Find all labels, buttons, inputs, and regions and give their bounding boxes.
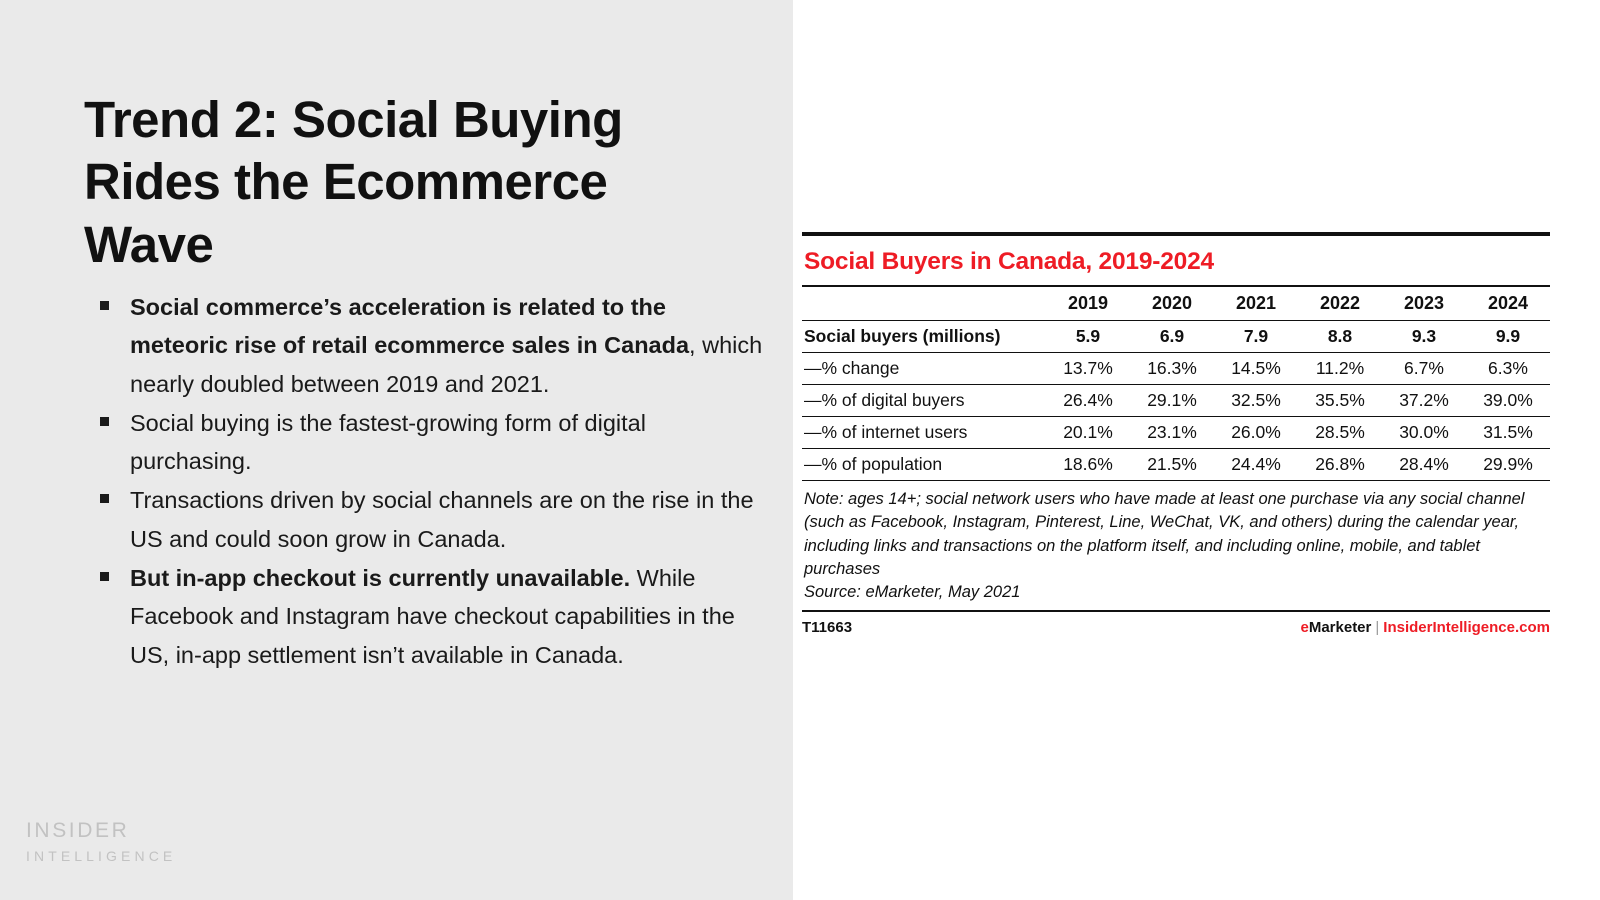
bullet-marker-icon bbox=[100, 572, 109, 581]
cell: 8.8 bbox=[1298, 321, 1382, 353]
cell: 39.0% bbox=[1466, 385, 1550, 417]
bullet-list bbox=[96, 288, 768, 675]
bullet-marker-icon bbox=[100, 494, 109, 503]
cell: 37.2% bbox=[1382, 385, 1466, 417]
table-header bbox=[802, 286, 1550, 321]
table-header-row bbox=[802, 286, 1550, 321]
brand-marketer: Marketer bbox=[1308, 618, 1372, 636]
insider-intelligence-logo bbox=[26, 819, 176, 864]
list-item bbox=[96, 559, 768, 674]
bullet-marker-icon bbox=[100, 417, 109, 426]
cell: 29.9% bbox=[1466, 449, 1550, 481]
data-table-card bbox=[802, 232, 1550, 636]
cell: 28.5% bbox=[1298, 417, 1382, 449]
cell: 24.4% bbox=[1214, 449, 1298, 481]
cell: 5.9 bbox=[1046, 321, 1130, 353]
logo-line-1: INSIDER bbox=[26, 819, 130, 842]
chart-note: Note: ages 14+; social network users who have made at least one purchase via any social channel (such as Facebook, Instagram, Pinterest, Line, WeChat, VK, and others) during the calendar year, including links and transactions on the platform itself, and including online, mobile, and tablet purchases bbox=[804, 490, 1525, 579]
column-header-label bbox=[802, 286, 1046, 321]
column-header-2022: 2022 bbox=[1298, 286, 1382, 321]
table-row bbox=[802, 449, 1550, 481]
chart-source: Source: eMarketer, May 2021 bbox=[804, 582, 1021, 601]
logo-line-2: INTELLIGENCE bbox=[26, 848, 177, 864]
list-item bbox=[96, 404, 768, 481]
right-chart-panel bbox=[793, 0, 1600, 900]
cell: 13.7% bbox=[1046, 353, 1130, 385]
row-label: —% change bbox=[802, 353, 1046, 385]
brand-divider: | bbox=[1375, 618, 1380, 636]
brand-e: e bbox=[1300, 618, 1309, 636]
list-item-bold-text: But in-app checkout is currently unavailable. bbox=[130, 565, 631, 592]
bullet-marker-icon bbox=[100, 301, 109, 310]
page-title: Trend 2: Social Buying Rides the Ecommerce Wave bbox=[84, 91, 623, 273]
list-item-text: , which nearly doubled between 2019 and 2021. bbox=[130, 332, 763, 397]
table-row bbox=[802, 417, 1550, 449]
cell: 7.9 bbox=[1214, 321, 1298, 353]
cell: 35.5% bbox=[1298, 385, 1382, 417]
column-header-2020: 2020 bbox=[1130, 286, 1214, 321]
table-body bbox=[802, 321, 1550, 481]
cell: 9.3 bbox=[1382, 321, 1466, 353]
emarketer-brand bbox=[1300, 619, 1550, 636]
cell: 29.1% bbox=[1130, 385, 1214, 417]
cell: 26.0% bbox=[1214, 417, 1298, 449]
cell: 21.5% bbox=[1130, 449, 1214, 481]
cell: 26.8% bbox=[1298, 449, 1382, 481]
cell: 20.1% bbox=[1046, 417, 1130, 449]
left-content-panel bbox=[0, 0, 793, 900]
column-header-2024: 2024 bbox=[1466, 286, 1550, 321]
table-row bbox=[802, 321, 1550, 353]
cell: 26.4% bbox=[1046, 385, 1130, 417]
table-row bbox=[802, 353, 1550, 385]
row-label: —% of digital buyers bbox=[802, 385, 1046, 417]
cell: 16.3% bbox=[1130, 353, 1214, 385]
cell: 14.5% bbox=[1214, 353, 1298, 385]
chart-title: Social Buyers in Canada, 2019-2024 bbox=[804, 248, 1214, 275]
cell: 6.7% bbox=[1382, 353, 1466, 385]
row-label: —% of internet users bbox=[802, 417, 1046, 449]
list-item-text: Social buying is the fastest-growing form of digital purchasing. bbox=[130, 409, 646, 475]
cell: 6.9 bbox=[1130, 321, 1214, 353]
list-item bbox=[96, 288, 768, 403]
column-header-2021: 2021 bbox=[1214, 286, 1298, 321]
column-header-2023: 2023 bbox=[1382, 286, 1466, 321]
cell: 18.6% bbox=[1046, 449, 1130, 481]
chart-footer bbox=[802, 612, 1550, 636]
cell: 9.9 bbox=[1466, 321, 1550, 353]
cell: 6.3% bbox=[1466, 353, 1550, 385]
cell: 11.2% bbox=[1298, 353, 1382, 385]
list-item bbox=[96, 481, 768, 558]
social-buyers-table bbox=[802, 285, 1550, 481]
cell: 31.5% bbox=[1466, 417, 1550, 449]
cell: 30.0% bbox=[1382, 417, 1466, 449]
row-label: —% of population bbox=[802, 449, 1046, 481]
column-header-2019: 2019 bbox=[1046, 286, 1130, 321]
chart-code: T11663 bbox=[802, 618, 853, 636]
cell: 32.5% bbox=[1214, 385, 1298, 417]
cell: 28.4% bbox=[1382, 449, 1466, 481]
table-row bbox=[802, 385, 1550, 417]
brand-site-link[interactable]: InsiderIntelligence.com bbox=[1383, 618, 1550, 636]
list-item-bold-text: Social commerce’s acceleration is related to the meteoric rise of retail ecommerce sales in Canada bbox=[130, 294, 690, 359]
list-item-text: While Facebook and Instagram have checkout capabilities in the US, in-app settlement isn’t available in Canada. bbox=[130, 565, 735, 668]
list-item-text: Transactions driven by social channels are on the rise in the US and could soon grow in Canada. bbox=[130, 487, 754, 552]
cell: 23.1% bbox=[1130, 417, 1214, 449]
row-label: Social buyers (millions) bbox=[802, 321, 1046, 353]
